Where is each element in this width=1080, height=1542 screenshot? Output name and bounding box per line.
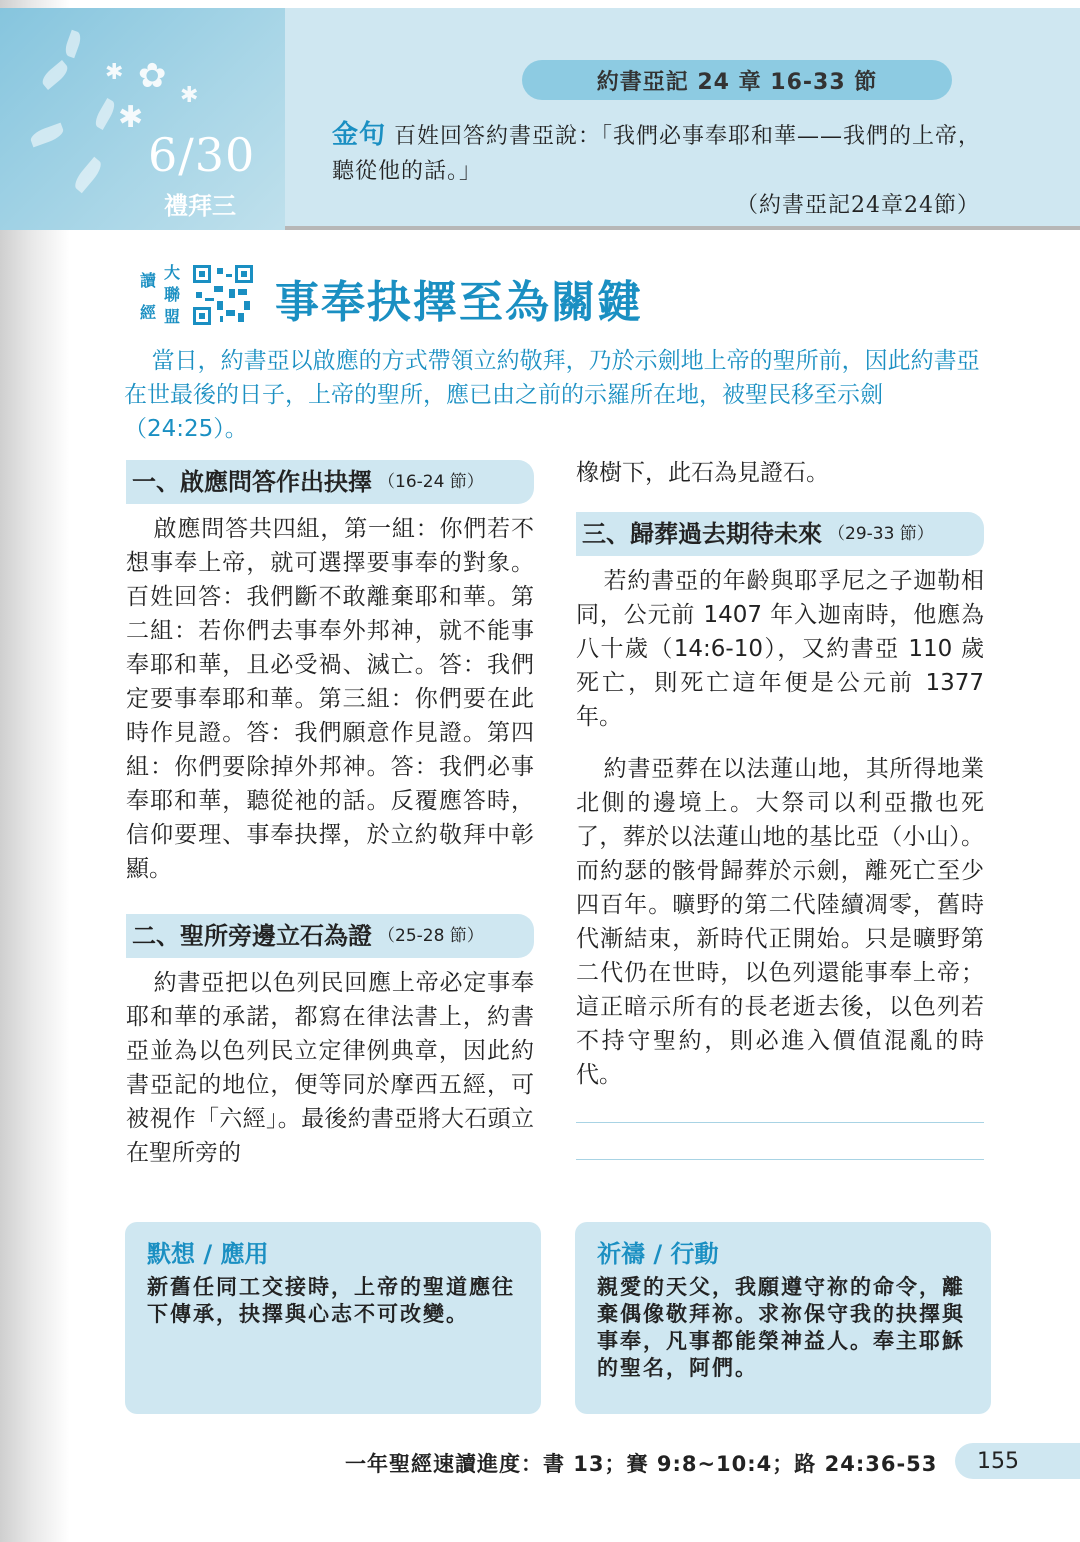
reflection-body: 新舊任同工交接時，上帝的聖道應往下傳承，抉擇與心志不可改變。 [147,1274,515,1326]
section-body: 約書亞把以色列民回應上帝必定事奉耶和華的承諾，都寫在律法書上，約書亞並為以色列民立定律例典章，因此約書亞記的地位，便等同於摩西五經，可被視作「六經」。最後約書亞將大石頭立在聖所旁的 [126,970,534,1166]
leaf-decoration [29,123,66,148]
golden-verse [332,118,982,189]
tag-char: 經 [140,303,157,322]
prayer-title: 祈禱 / 行動 [597,1240,719,1268]
section-body: 啟應問答共四組，第一組：你們若不想事奉上帝，就可選擇要事奉的對象。百姓回答：我們斷不敢離棄耶和華。第二組：若你們去事奉外邦神，就不能事奉耶和華，且必受禍、滅亡。答：我們定要事奉耶和華。第三組：你們要在此時作見證。答：我們願意作見證。第四組：你們要除掉外邦神。答：我們必事奉耶和華，聽從祂的話。反覆應答時，信仰要理、事奉抉擇，於立約敬拜中彰顯。 [126,516,534,882]
intro-paragraph: 當日，約書亞以啟應的方式帶領立約敬拜，乃於示劍地上帝的聖所前，因此約書亞在世最後的日子，上帝的聖所，應已由之前的示羅所在地，被聖民移至示劍（24:25）。 [124,348,980,442]
leaf-decoration [39,60,71,90]
reflection-title: 默想 / 應用 [147,1240,269,1268]
reading-league-tag [140,262,192,328]
tag-char: 大 [164,263,181,282]
tag-char: 讀 [140,271,157,290]
section-body: 若約書亞的年齡與耶孚尼之子迦勒相同，公元前 1407 年入迦南時，他應為八十歲（14:6-10），又約書亞 110 歲死亡，則死亡這年便是公元前 1377 年。 [576,568,984,730]
section-range: （29-33 節） [828,524,934,544]
header-band [0,8,1080,230]
reading-progress: 一年聖經速讀進度：書 13；賽 9:8~10:4；路 24:36-53 [345,1452,938,1476]
qr-code-icon[interactable] [193,265,253,325]
date-panel [0,8,285,230]
page-title: 事奉抉擇至為關鍵 [275,277,643,328]
section-heading [576,512,984,556]
tag-char: 盟 [164,307,181,326]
flower-icon: ✱ [118,100,144,135]
flower-icon: ✿ [138,56,167,96]
leaf-decoration [63,30,83,59]
leaf-decoration [71,157,105,194]
section-body: 約書亞葬在以法蓮山地，其所得地業北側的邊境上。大祭司以利亞撒也死了，葬於以法蓮山地的基比亞（小山）。而約瑟的骸骨歸葬於示劍，離死亡至少四百年。曠野的第二代陸續凋零，舊時代漸結束，新時代正開始。只是曠野第二代仍在世時，以色列還能事奉上帝；這正暗示所有的長老逝去後，以色列若不持守聖約，則必進入價值混亂的時代。 [576,756,984,1088]
golden-verse-reference: （約書亞記24章24節） [736,193,980,218]
left-column [126,460,534,1170]
section-title: 三、歸葬過去期待未來 [582,520,822,548]
section-body-continued: 橡樹下，此石為見證石。 [576,460,829,486]
reflection-box [125,1222,541,1414]
weekday-label: 禮拜三 [164,192,236,220]
golden-verse-text: 百姓回答約書亞說：「我們必事奉耶和華——我們的上帝，聽從他的話。」 [332,124,982,184]
date-number: 6/30 [148,128,256,182]
section-range: （16-24 節） [378,472,484,492]
golden-verse-label: 金句 [332,120,387,150]
flower-icon: ✱ [180,83,199,108]
scripture-reference-pill: 約書亞記 24 章 16-33 節 [522,60,952,100]
note-line [576,1159,984,1160]
prayer-body: 親愛的天父，我願遵守祢的命令，離棄偶像敬拜祢。求祢保守我的抉擇與事奉，凡事都能榮神益人。奉主耶穌的聖名，阿們。 [597,1274,965,1380]
tag-char: 聯 [164,285,181,304]
section-heading [126,460,534,504]
page-number: 155 [955,1443,1080,1479]
leaf-decoration [92,98,117,130]
page-gutter-shadow [0,0,70,1542]
section-heading [126,914,534,958]
flower-icon: ✱ [105,60,124,85]
note-line [576,1122,984,1123]
section-range: （25-28 節） [378,926,484,946]
prayer-box [575,1222,991,1414]
right-column [576,456,984,1160]
section-title: 一、啟應問答作出抉擇 [132,468,372,496]
section-title: 二、聖所旁邊立石為證 [132,922,372,950]
